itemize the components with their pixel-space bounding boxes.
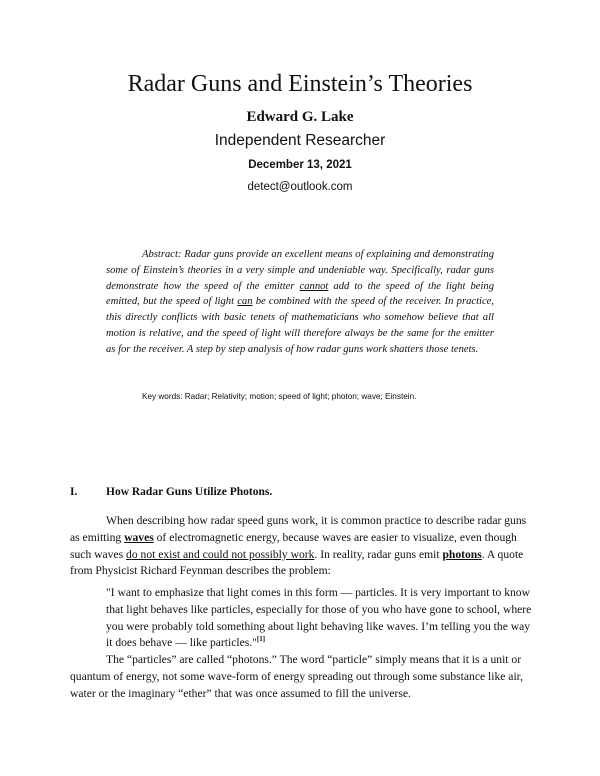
abstract-emphasis-can: can [237,296,253,308]
abstract-text-3: be combined with the speed of the receiver. In practice, this directly conflicts with basic tenets of mathematicians who somehow believe that all motion is relative, and the speed of light will therefore always be the same for the emitter as for the receiver. A step by step analysis of how radar guns work shatters those tenets. [106,296,495,355]
p1-emphasis-photons: photons [442,547,482,561]
body-paragraph-1 [70,513,532,580]
p1-text-b: of electromagnetic energy, because waves are easier to visualize, even though such waves [70,530,517,561]
author-affiliation: Independent Researcher [214,132,386,149]
abstract-text-1: : Radar guns provide an excellent means of explaining and demonstrating some of Einstein’s theories in a very simple and undeniable way. Specifically, radar guns demonstrate how the speed of the emitter [106,249,494,292]
abstract [106,247,494,358]
author-email: detect@outlook.com [247,181,353,193]
section-heading [70,486,272,498]
abstract-text-2: add to the speed of the light being emitted, but the speed of light [106,280,494,308]
p1-emphasis-not-exist: do not exist and could not possibly work [126,547,315,561]
citation-ref[interactable]: [1] [256,635,266,644]
author-name: Edward G. Lake [246,109,354,125]
section-title: How Radar Guns Utilize Photons. [106,486,273,498]
p1-text-d: . A quote from Physicist Richard Feynman describes the problem: [70,547,524,578]
keywords: Key words: Radar; Relativity; motion; speed of light; photon; wave; Einstein. [142,392,417,401]
paper-title: Radar Guns and Einstein’s Theories [127,71,473,97]
p1-emphasis-waves: waves [124,530,154,544]
quote-text: "I want to emphasize that light comes in this form — particles. It is very important to know that light behaves like particles, especially for those of you who have gone to school, where you were probably told something about light behaving like waves. I’m telling you the way it does behave — like particles." [106,586,532,650]
body-paragraph-2: The “particles” are called “photons.” The word “particle” simply means that it is a unit or quantum of energy, not some wave-form of energy spreading out through some substance like air, water or the imaginary “ether” that was once assumed to fill the universe. [70,653,523,700]
feynman-quote [106,585,532,652]
abstract-label: Abstract [142,249,178,260]
paper-date: December 13, 2021 [248,159,352,171]
abstract-emphasis-cannot: cannot [299,280,329,292]
p1-text-c: . In reality, radar guns emit [314,547,443,561]
p1-text-a: When describing how radar speed guns work, it is common practice to describe radar guns as emitting [70,514,527,544]
section-number: I. [70,486,78,498]
